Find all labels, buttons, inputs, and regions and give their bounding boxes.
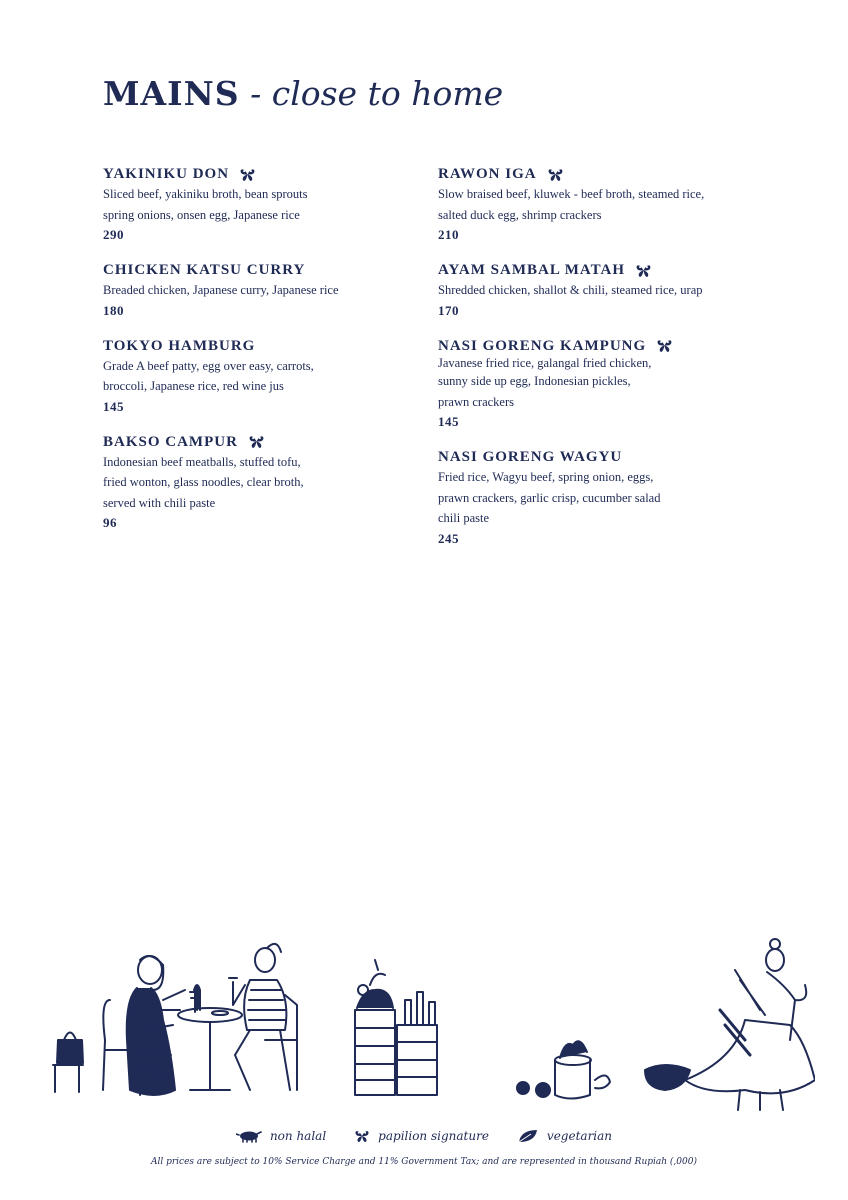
menu-item-price: 145: [438, 414, 459, 429]
description-line: fried wonton, glass noodles, clear broth,: [103, 475, 304, 489]
leaf-icon: [517, 1128, 539, 1144]
title-subtitle: close to home: [271, 74, 504, 113]
menu-item: [103, 260, 423, 321]
title-main: MAINS: [103, 74, 240, 113]
menu-item-description: [103, 184, 423, 225]
menu-item-price: 210: [438, 227, 459, 242]
menu-item: [438, 336, 768, 433]
handbag-stool-drawing: [53, 1033, 83, 1093]
butterfly-icon: [635, 262, 652, 279]
description-line: sunny side up egg, Indonesian pickles,: [438, 374, 631, 388]
menu-item-title: [438, 164, 768, 184]
menu-item-name: YAKINIKU DON: [103, 166, 230, 182]
butterfly-icon: [354, 1128, 370, 1144]
menu-item-description: [438, 467, 768, 529]
legend-non-halal-label: non halal: [269, 1129, 327, 1143]
menu-item-name: BAKSO CAMPUR: [103, 433, 238, 450]
menu-item-name: AYAM SAMBAL MATAH: [438, 262, 626, 278]
menu-item-title: [103, 336, 423, 356]
title-separator: -: [239, 74, 272, 113]
menu-item-title: [103, 164, 423, 184]
cooking-pot-drawing: [517, 1041, 610, 1098]
menu-item-title: [103, 432, 423, 452]
menu-item-name: CHICKEN KATSU CURRY: [103, 262, 306, 278]
menu-item-title: [438, 447, 768, 467]
description-line: Indonesian beef meatballs, stuffed tofu,: [103, 454, 301, 469]
menu-item-description: [438, 356, 768, 413]
description-line: Shredded chicken, shallot & chili, steamed rice, urap: [438, 283, 703, 297]
legend-vegetarian-label: vegetarian: [546, 1129, 613, 1143]
legend: [0, 1128, 848, 1144]
menu-item-price: 170: [438, 302, 459, 318]
seated-woman-left-drawing: [103, 956, 185, 1095]
legend-vegetarian: [517, 1128, 612, 1144]
menu-item-title: [438, 260, 768, 280]
menu-item-title: [103, 260, 423, 280]
menu-item-description: [438, 184, 768, 225]
description-line: chili paste: [438, 511, 490, 525]
description-line: prawn crackers: [438, 394, 514, 409]
page-title: [103, 74, 503, 114]
butterfly-icon: [656, 337, 673, 354]
price-footnote: All prices are subject to 10% Service Charge and 11% Government Tax; and are represented in thousand Rupiah (,000): [151, 1157, 697, 1167]
legend-signature: [354, 1128, 489, 1144]
description-line: prawn crackers, garlic crisp, cucumber salad: [438, 490, 661, 505]
menu-item-name: NASI GORENG KAMPUNG: [438, 337, 647, 354]
description-line: Sliced beef, yakiniku broth, bean sprouts: [103, 187, 308, 201]
legend-non-halal: [236, 1129, 326, 1143]
description-line: Breaded chicken, Japanese curry, Japanese rice: [103, 283, 339, 297]
menu-column-right: [438, 164, 768, 564]
menu-item-price: 290: [103, 227, 124, 242]
menu-item-description: [438, 280, 768, 301]
menu-item-name: NASI GORENG WAGYU: [438, 449, 623, 465]
pig-icon: [236, 1129, 262, 1143]
illustration-strip: [45, 930, 815, 1120]
description-line: served with chili paste: [103, 495, 216, 510]
legend-signature-label: papilion signature: [378, 1129, 489, 1143]
description-line: Grade A beef patty, egg over easy, carrots,: [103, 358, 314, 373]
butterfly-icon: [547, 166, 564, 183]
menu-column-left: [103, 164, 423, 548]
menu-item-description: [103, 280, 423, 301]
menu-item: [438, 260, 768, 321]
menu-item-description: [103, 452, 423, 514]
description-line: Javanese fried rice, galangal fried chicken,: [438, 355, 652, 370]
description-line: salted duck egg, shrimp crackers: [438, 207, 602, 222]
description-line: Fried rice, Wagyu beef, spring onion, eggs,: [438, 470, 654, 484]
menu-item-price: 180: [103, 302, 124, 318]
description-line: spring onions, onsen egg, Japanese rice: [103, 207, 300, 222]
menu-item-title: [438, 336, 768, 356]
menu-item-price: 145: [103, 398, 124, 414]
butterfly-icon: [248, 433, 265, 450]
menu-item: [438, 447, 768, 549]
description-line: broccoli, Japanese rice, red wine jus: [103, 379, 284, 393]
menu-item: [438, 164, 768, 245]
butterfly-icon: [239, 166, 256, 183]
menu-item: [103, 336, 423, 417]
menu-item-price: 245: [438, 530, 459, 546]
menu-item: [103, 432, 423, 534]
menu-item-description: [103, 356, 423, 397]
menu-item-name: TOKYO HAMBURG: [103, 337, 256, 354]
menu-item-name: RAWON IGA: [438, 166, 537, 182]
dancing-woman-drawing: [645, 939, 815, 1110]
menu-item: [103, 164, 423, 245]
description-line: Slow braised beef, kluwek - beef broth, steamed rice,: [438, 187, 705, 201]
menu-item-price: 96: [103, 515, 117, 530]
cabinet-fruit-drawing: [355, 960, 437, 1095]
